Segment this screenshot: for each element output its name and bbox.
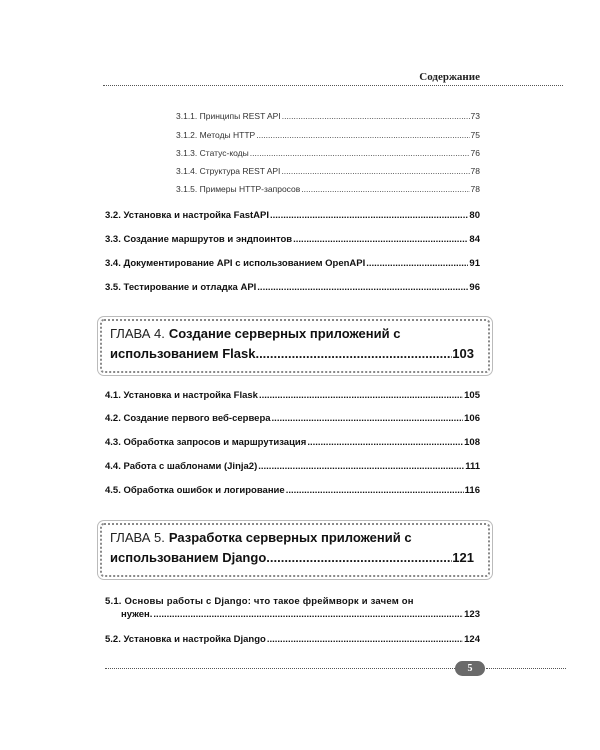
toc-entry[interactable] [105,282,480,293]
toc-entry-label: 4.4. Работа с шаблонами (Jinja2) [105,461,258,472]
toc-entry[interactable] [105,413,480,424]
footer-divider-right [486,668,566,669]
toc-entry[interactable] [105,461,480,472]
chapter-title-part2: использованием Django [110,550,267,565]
toc-entry-label-line2: нужен. [121,609,153,620]
chapter-heading-box[interactable] [100,523,490,577]
toc-entry[interactable] [105,234,480,245]
toc-entry-page: 80 [469,210,480,221]
toc-entry[interactable] [105,437,480,448]
toc-leader [293,234,468,245]
toc-entry-label: 4.1. Установка и настройка Flask [105,390,258,401]
toc-entry-page: 76 [470,148,480,158]
toc-entry-page: 78 [470,184,480,194]
toc-entry-label: 4.2. Создание первого веб-сервера [105,413,271,424]
toc-entry[interactable] [176,130,480,140]
chapter-heading-line2 [110,346,474,361]
chapter-page: 121 [452,550,474,565]
page-number-badge: 5 [455,661,485,676]
chapter-title-part2: использованием Flask [110,346,256,361]
toc-entry-page: 91 [469,258,480,269]
toc-leader [270,210,468,221]
toc-entry[interactable] [176,184,480,194]
toc-leader [272,413,464,424]
toc-entry[interactable] [176,148,480,158]
chapter-heading-line1 [110,326,400,341]
toc-leader [281,166,469,176]
toc-entry-page: 106 [464,413,480,424]
toc-entry[interactable] [176,111,480,121]
chapter-page: 103 [452,346,474,361]
chapter-number: ГЛАВА 5. [110,530,165,545]
toc-leader [153,609,463,620]
toc-leader [286,485,464,496]
toc-entry-multiline[interactable] [105,596,480,618]
toc-leader [255,346,452,361]
toc-entry-page: 108 [464,437,480,448]
footer-divider-left [105,668,455,669]
toc-leader [366,258,468,269]
toc-entry[interactable] [176,166,480,176]
running-header: Содержание [419,71,480,83]
toc-entry-line2 [105,609,480,620]
toc-entry[interactable] [105,258,480,269]
toc-entry-page: 84 [469,234,480,245]
chapter-heading-line2 [110,550,474,565]
toc-leader [258,461,464,472]
toc-entry-label: 3.1.2. Методы HTTP [176,130,256,140]
toc-leader [307,437,463,448]
chapter-number: ГЛАВА 4. [110,326,165,341]
toc-entry-page: 73 [470,111,480,121]
chapter-title-part1: Создание серверных приложений с [168,326,401,341]
toc-entry-label: 3.3. Создание маршрутов и эндпоинтов [105,234,293,245]
chapter-title-part1: Разработка серверных приложений с [168,530,412,545]
toc-entry-page: 75 [470,130,480,140]
toc-entry-label: 3.5. Тестирование и отладка API [105,282,257,293]
toc-entry-page: 96 [469,282,480,293]
toc-leader [267,634,463,645]
toc-leader [257,282,468,293]
header-divider [103,85,563,86]
toc-entry-label: 4.5. Обработка ошибок и логирование [105,485,285,496]
toc-leader [256,130,469,140]
toc-leader [282,111,470,121]
toc-entry-label: 5.2. Установка и настройка Django [105,634,266,645]
toc-leader [301,184,469,194]
toc-entry[interactable] [105,210,480,221]
toc-entry-label: 3.1.4. Структура REST API [176,166,281,176]
toc-entry-page: 105 [464,390,480,401]
toc-entry-page: 111 [465,461,480,472]
toc-leader [266,550,452,565]
toc-entry-label-line1: 5.1. Основы работы с Django: что такое фреймворк и зачем он [105,596,414,607]
toc-entry-label: 3.1.5. Примеры HTTP-запросов [176,184,301,194]
toc-entry-label: 4.3. Обработка запросов и маршрутизация [105,437,307,448]
toc-entry-label: 3.1.1. Принципы REST API [176,111,281,121]
toc-entry[interactable] [105,634,480,645]
toc-leader [259,390,463,401]
toc-entry-page: 123 [464,609,480,620]
toc-entry[interactable] [105,390,480,401]
toc-entry-label: 3.4. Документирование API с использованием OpenAPI [105,258,366,269]
toc-leader [250,148,470,158]
toc-entry[interactable] [105,485,480,496]
toc-entry-page: 124 [464,634,480,645]
chapter-heading-box[interactable] [100,319,490,373]
toc-entry-label: 3.2. Установка и настройка FastAPI [105,210,270,221]
chapter-heading-line1 [110,530,412,545]
toc-entry-page: 78 [470,166,480,176]
toc-entry-label: 3.1.3. Статус-коды [176,148,249,158]
toc-entry-page: 116 [464,485,480,496]
